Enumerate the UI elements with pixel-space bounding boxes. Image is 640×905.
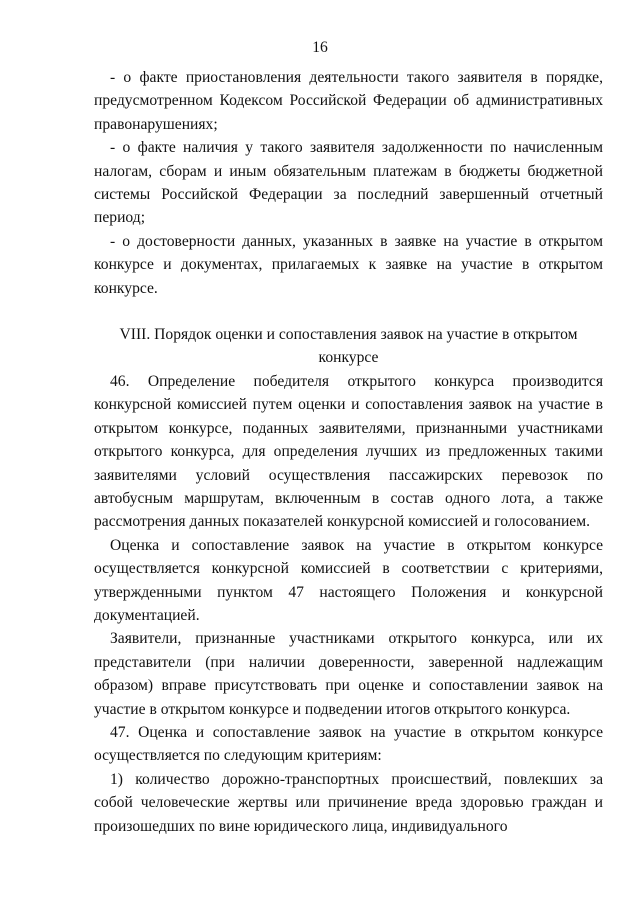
criterion-1: 1) количество дорожно-транспортных происшествий, повлекших за собой человеческие жертвы или причинение вреда здоровью граждан и произошедших по вине юридического лица, индивидуального bbox=[94, 770, 603, 835]
page-number: 16 bbox=[312, 39, 328, 56]
paragraph-46: 46. Определение победителя открытого конкурса производится конкурсной комиссией путем оценки и сопоставления заявок на участие в открытом конкурсе, поданных заявителями, признанными участниками открытого конкурса, для определения лучших из предложенных такими заявителями условий осуществления пассажирских перевозок по автобусным маршрутам, включенным в состав одного лота, а также рассмотрения данных показателей конкурсной комиссией и голосованием. bbox=[94, 372, 603, 531]
section-heading: VIII. Порядок оценки и сопоставления заявок на участие в открытом конкурсе bbox=[119, 326, 578, 367]
paragraph-applicants: Заявители, признанные участниками открытого конкурса, или их представители (при наличии доверенности, заверенной надлежащим образом) вправе присутствовать при оценке и сопоставлении заявок на участие в открытом конкурсе и подведении итогов открытого конкурса. bbox=[94, 630, 603, 718]
list-item-suspension: - о факте приостановления деятельности такого заявителя в порядке, предусмотренном Кодексом Российской Федерации об административных правонарушениях; bbox=[94, 69, 603, 133]
list-item-tax-debt: - о факте наличия у такого заявителя задолженности по начисленным налогам, сборам и иным обязательным платежам в бюджеты бюджетной системы Российской Федерации за последний завершенный отчетный период; bbox=[94, 139, 603, 227]
paragraph-evaluation: Оценка и сопоставление заявок на участие в открытом конкурсе осуществляется конкурсной комиссией в соответствии с критериями, утвержденными пунктом 47 настоящего Положения и конкурсной документацией. bbox=[94, 536, 603, 624]
document-body bbox=[94, 66, 603, 838]
paragraph-47: 47. Оценка и сопоставление заявок на участие в открытом конкурсе осуществляется по следующим критериям: bbox=[94, 723, 603, 765]
list-item-data-accuracy: - о достоверности данных, указанных в заявке на участие в открытом конкурсе и документах, прилагаемых к заявке на участие в открытом конкурсе. bbox=[94, 232, 603, 297]
